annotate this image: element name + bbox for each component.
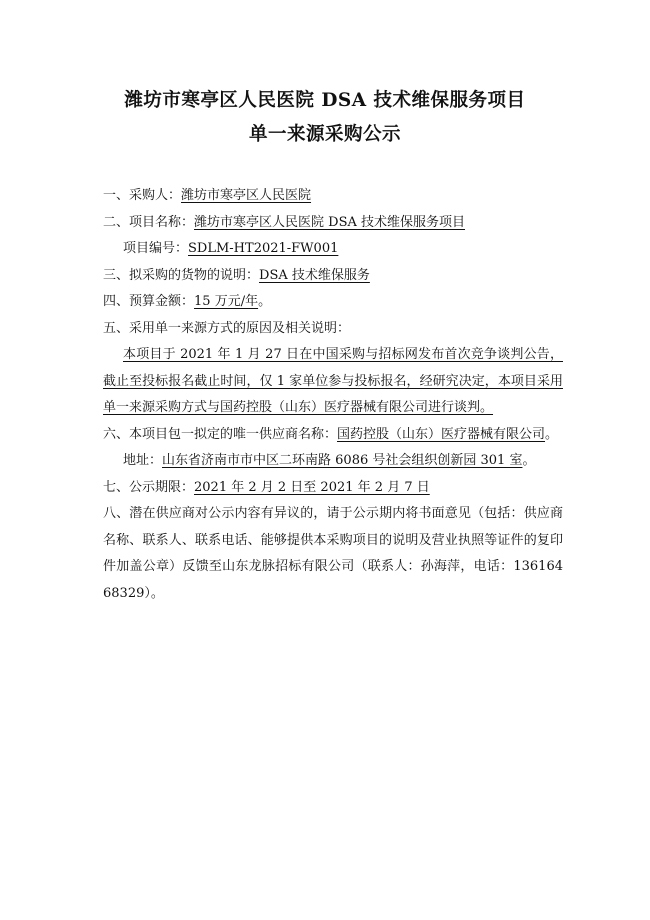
project-number-label: 项目编号： xyxy=(123,241,189,256)
period-line xyxy=(103,475,563,502)
address-line xyxy=(103,448,563,475)
project-number-line xyxy=(103,236,563,263)
budget-label: 四、预算金额： xyxy=(103,294,195,309)
document-subtitle: 单一来源采购公示 xyxy=(248,124,401,145)
project-name-value: 潍坊市寒亭区人民医院 DSA 技术维保服务项目 xyxy=(194,214,465,230)
address-suffix: 。 xyxy=(522,453,536,468)
project-name-line xyxy=(103,210,563,237)
period-value: 2021 年 2 月 2 日至 2021 年 2 月 7 日 xyxy=(194,479,430,495)
reason-heading: 五、采用单一来源方式的原因及相关说明： xyxy=(103,320,351,336)
document-body xyxy=(103,183,563,607)
supplier-suffix: 。 xyxy=(545,426,559,442)
address-label: 地址： xyxy=(123,453,163,468)
purchaser-label: 一、采购人： xyxy=(103,188,182,203)
project-number-value: SDLM-HT2021-FW001 xyxy=(188,241,339,256)
period-label: 七、公示期限： xyxy=(103,479,195,495)
project-name-label: 二、项目名称： xyxy=(103,214,195,230)
goods-value: DSA 技术维保服务 xyxy=(259,267,370,283)
purchaser-value: 潍坊市寒亭区人民医院 xyxy=(181,188,312,203)
document-title: 潍坊市寒亭区人民医院 DSA 技术维保服务项目 xyxy=(124,90,526,111)
goods-line xyxy=(103,263,563,290)
supplier-label: 六、本项目包一拟定的唯一供应商名称： xyxy=(103,426,338,442)
objection-paragraph: 八、潜在供应商对公示内容有异议的，请于公示期内将书面意见（包括：供应商名称、联系人、联系电话、能够提供本采购项目的说明及营业执照等证件的复印件加盖公章）反馈至山东龙脉招标有限公司（联系人：孙海萍，电话：13616468329）。 xyxy=(103,506,563,601)
supplier-line xyxy=(103,422,563,449)
goods-label: 三、拟采购的货物的说明： xyxy=(103,267,260,283)
purchaser-line xyxy=(103,183,563,210)
reason-paragraph: 本项目于 2021 年 1 月 27 日在中国采购与招标网发布首次竞争谈判公告，截止至投标报名截止时间，仅 1 家单位参与投标报名，经研究决定，本项目采用单一来源采购方式与国药控股（山东）医疗器械有限公司进行谈判。 xyxy=(103,347,563,415)
budget-value: 15 万元/年 xyxy=(194,294,259,309)
budget-line xyxy=(103,289,563,316)
address-value: 山东省济南市市中区二环南路 6086 号社会组织创新园 301 室 xyxy=(162,453,523,468)
budget-suffix: 。 xyxy=(258,294,272,309)
supplier-value: 国药控股（山东）医疗器械有限公司 xyxy=(337,426,546,442)
